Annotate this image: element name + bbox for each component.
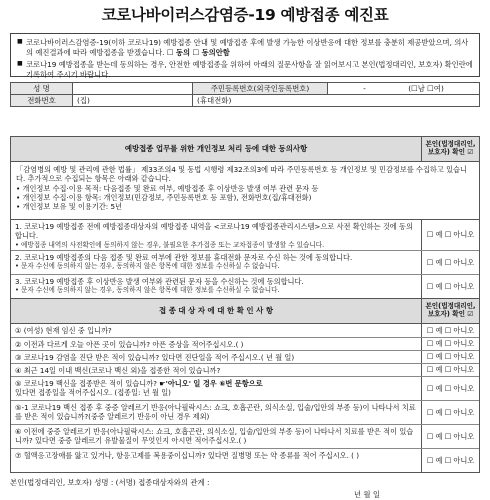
screening-row <box>11 324 479 337</box>
consent-row <box>11 220 479 250</box>
screening-row <box>11 337 479 350</box>
home-phone-field[interactable] <box>73 95 193 107</box>
personal-info-table <box>10 82 480 107</box>
sex-choice[interactable]: (☐남 ☐여) <box>408 83 444 93</box>
privacy-item: • 개인정보 수집·이용 목적: 다음접종 및 완료 여부, 예방접종 후 이상반응 발생 여부 관련 문자 등 <box>16 183 319 193</box>
consent-choice[interactable]: ☐ 동의 ☐ 동의안함 <box>166 47 230 57</box>
screening-answer[interactable]: ☐ 예 ☐ 아니오 <box>421 449 479 472</box>
consent-question <box>11 220 421 251</box>
consent-row <box>11 250 479 274</box>
consent-text: 3. 코로나19 예방접종 후 이상반응 발생 여부와 관련된 문자 등을 수신하는 것에 동의합니다. <box>15 277 304 286</box>
privacy-item-text: 개인정보 수집·이용 목적: 다음접종 및 완료 여부, 예방접종 후 이상반응 발생 여부 관련 문자 등 <box>22 183 319 193</box>
page-title: 코로나바이러스감염증-19 예방접종 예진표 <box>101 6 389 24</box>
consent-question <box>11 251 421 273</box>
screening-row <box>11 400 479 424</box>
screening-question: ⑦ 혈액응고장애를 앓고 있거나, 항응고제를 복용중이십니까? 있다면 질병명 또는 약 종류를 적어 주십시오. ( ) <box>15 451 360 460</box>
privacy-header-title: 예방접종 업무를 위한 개인정보 처리 등에 대한 동의사항 <box>124 144 308 154</box>
consent-note: • 문자 수신에 동의하지 않는 경우, 동의하지 않은 항목에 대한 정보를 수신하실 수 없습니다. <box>15 262 280 271</box>
screening-question: ⑥ 이전에 중증 알레르기 반응(아나필락시스: 쇼크, 호흡곤란, 의식소실, 입술/입안의 부종 등)이 나타나서 치료를 받은 적이 있습니까? 있다면 중증 알레르기 유발물질이 무엇인지 아시면 적어주십시오.( ) <box>15 427 414 446</box>
screening-rows <box>10 324 480 473</box>
consent-answer[interactable]: ☐ 예 ☐ 아니오 <box>421 251 479 274</box>
screening-question: ③ 코로나19 감염을 진단 받은 적이 있습니까? 있다면 진단일을 적어 주십시오.( 년 월 일) <box>15 353 295 362</box>
signature-date[interactable]: 년 월 일 <box>353 490 380 499</box>
screening-answer[interactable]: ☐ 예 ☐ 아니오 <box>421 401 479 424</box>
screening-question: ① (여성) 현재 임신 중 입니까? <box>15 326 112 335</box>
privacy-item: • 개인정보 보유 및 이용기간: 5년 <box>16 202 122 212</box>
screening-answer[interactable]: ☐ 예 ☐ 아니오 <box>421 324 479 337</box>
consent-answer[interactable]: ☐ 예 ☐ 아니오 <box>421 220 479 250</box>
privacy-item: • 개인정보 수집·이용 항목: 개인정보(민감정보, 주민등록번호 등 포함), 전화번호(집/휴대전화) <box>16 193 312 203</box>
privacy-header <box>10 136 480 162</box>
name-field[interactable] <box>73 83 193 95</box>
screening-answer[interactable]: ☐ 예 ☐ 아니오 <box>421 364 479 376</box>
mobile-phone-field[interactable] <box>193 95 480 107</box>
notice-instruction: ■ 코로나19 예방접종을 받는데 동의하는 경우, 안전한 예방접종을 위하여 아래의 질문사항을 잘 읽어보시고 본인(법정대리인, 보호자) 확인란에 기록하여 주시기 바랍니다. <box>17 60 473 80</box>
consent-answer[interactable]: ☐ 예 ☐ 아니오 <box>421 275 479 298</box>
screening-question: ④ 최근 14일 이내 백신(코로나 백신 외)을 접종한 적이 있습니까? <box>15 366 221 375</box>
privacy-item-text: 개인정보 수집·이용 항목: 개인정보(민감정보, 주민등록번호 등 포함), 전화번호(집/휴대전화) <box>22 193 312 203</box>
screening-answer[interactable]: ☐ 예 ☐ 아니오 <box>421 351 479 363</box>
screening-row <box>11 363 479 376</box>
privacy-header-check: 본인(법정대리인, 보호자) 확인 ☑ <box>421 137 479 161</box>
consent-note: • 예방접종 내역의 사전확인에 동의하지 않는 경우, 불필요한 추가접종 또는 교차접종이 발생할 수 있습니다. <box>15 240 325 249</box>
screening-row <box>11 424 479 448</box>
name-label: 성 명 <box>11 83 73 95</box>
screening-question <box>11 377 421 400</box>
rrn-field[interactable] <box>328 83 480 95</box>
screening-answer[interactable]: ☐ 예 ☐ 아니오 <box>421 377 479 400</box>
screening-header <box>10 298 480 324</box>
screening-question-date: 있다면 접종일을 적어주십시오. (접종일: 년 월 일) <box>15 388 171 398</box>
screening-question: ⑤-1 코로나19 백신 접종 후 중증 알레르기 반응(아나필락시스: 쇼크, 호흡곤란, 의식소실, 입술/입안의 부종 등)이 나타나서 치료를 받은 적이 있습니까?(중증 알레르기 반응이 아닌 경우 제외) <box>15 403 416 422</box>
consent-text: 1. 코로나19 예방접종 전에 예방접종대상자의 예방접종 내역을 <코로나19 예방접종관리시스템>으로 사전 확인하는 것에 동의합니다. <box>15 222 413 241</box>
notice-box <box>10 33 480 77</box>
screening-question: ② 이전과 다르게 오늘 아픈 곳이 있습니까? 아픈 증상을 적어주십시오.( ) <box>15 340 244 349</box>
privacy-item-text: 개인정보 보유 및 이용기간: 5년 <box>22 202 122 212</box>
screening-row <box>11 376 479 400</box>
notice-consent-text: 코로나바이러스감염증-19(이하 코로나19) 예방접종 안내 및 예방접종 후에 발생 가능한 이상반응에 대한 정보를 충분히 제공받았으며, 의사의 예진결과에 따라 예방접종을 받겠습니다. <box>26 38 469 57</box>
privacy-body <box>10 162 480 220</box>
screening-header-check: 본인(법정대리인, 보호자) 확인 ☑ <box>421 299 479 323</box>
rrn-dash: - <box>363 83 366 93</box>
privacy-law-text: 「감염병의 예방 및 관리에 관한 법률」 제33조의4 및 동법 시행령 제32조의3에 따라 주민등록번호 등 개인정보 및 민감정보를 수집하고 있습니다. 추가적으로 수집되는 항목은 아래와 같습니다. <box>16 165 467 184</box>
screening-row <box>11 448 479 472</box>
consent-row <box>11 274 479 298</box>
notice-consent <box>17 38 473 58</box>
signature-area <box>10 478 480 499</box>
phone-label: 전화번호 <box>11 95 73 107</box>
screening-answer[interactable]: ☐ 예 ☐ 아니오 <box>421 338 479 350</box>
rrn-label: 주민등록번호(외국인등록번호) <box>193 83 328 95</box>
home-phone-label: (집) <box>77 95 90 105</box>
screening-header-title: 접 종 대 상 자 에 대 한 확 인 사 항 <box>159 306 273 316</box>
consent-note: • 문자 수신에 동의하지 않는 경우, 동의하지 않은 항목에 대한 정보를 수신하실 수 없습니다. <box>15 286 280 295</box>
screening-answer[interactable]: ☐ 예 ☐ 아니오 <box>421 425 479 448</box>
consent-rows <box>10 220 480 299</box>
mobile-phone-label: (휴대전화) <box>197 95 232 105</box>
skip-instruction: ☛'아니오' 일 경우 ⑥번 문항으로 <box>159 379 263 388</box>
consent-text: 2. 코로나19 예방접종의 다음 접종 및 완료 여부에 관한 정보를 휴대전화 문자로 수신 하는 것에 동의합니다. <box>15 253 353 262</box>
screening-row <box>11 350 479 363</box>
screening-question-text: ⑤ 코로나19 백신을 접종받은 적이 있습니까? <box>15 379 157 388</box>
consent-question <box>11 275 421 297</box>
signature-line[interactable]: 본인(법정대리인, 보호자) 성명 : (서명) 접종대상자와의 관계 : <box>10 478 210 487</box>
